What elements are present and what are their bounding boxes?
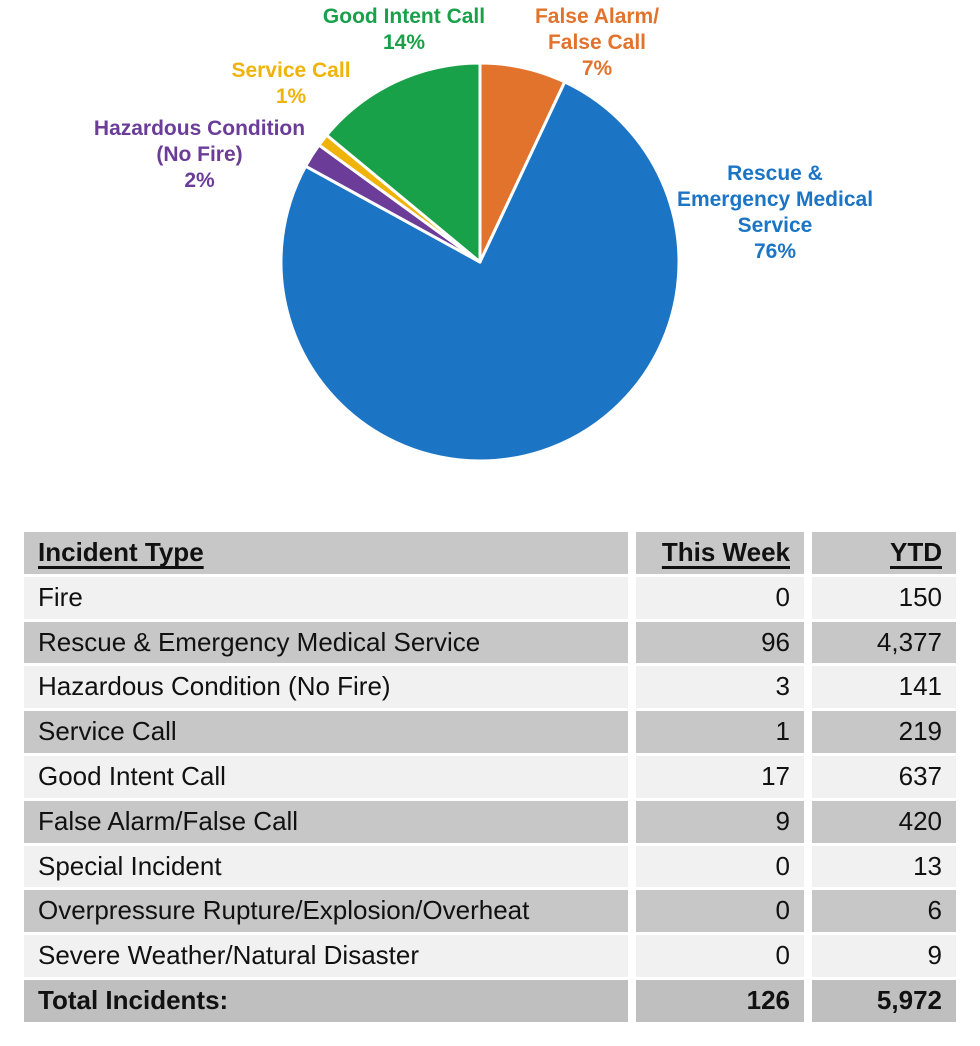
pie-label-text: Hazardous Condition (No Fire) xyxy=(93,117,306,166)
cell-incident-type: Rescue & Emergency Medical Service xyxy=(24,622,628,664)
cell-total-ytd: 5,972 xyxy=(812,980,956,1022)
table-row xyxy=(24,846,956,888)
incident-table xyxy=(16,529,964,1025)
cell-ytd: 4,377 xyxy=(812,622,956,664)
table-row xyxy=(24,756,956,798)
pie-chart-region xyxy=(0,0,980,505)
cell-this-week: 9 xyxy=(636,801,804,843)
cell-this-week: 17 xyxy=(636,756,804,798)
cell-total-label: Total Incidents: xyxy=(24,980,628,1022)
cell-incident-type: Severe Weather/Natural Disaster xyxy=(24,935,628,977)
table-row xyxy=(24,801,956,843)
pie-label-text: Good Intent Call xyxy=(322,5,486,28)
cell-incident-type: Hazardous Condition (No Fire) xyxy=(24,666,628,708)
pie-label-hazardous-condition xyxy=(92,116,307,194)
cell-ytd: 13 xyxy=(812,846,956,888)
pie-label-rescue-ems xyxy=(668,161,882,265)
pie-label-service-call xyxy=(191,58,391,110)
cell-ytd: 219 xyxy=(812,711,956,753)
table-row xyxy=(24,622,956,664)
header-ytd: YTD xyxy=(812,532,956,574)
pie-label-pct: 76% xyxy=(753,240,797,263)
pie-label-false-alarm xyxy=(522,4,672,82)
pie-label-pct: 7% xyxy=(581,57,613,80)
cell-this-week: 0 xyxy=(636,935,804,977)
pie-label-text: False Alarm/ False Call xyxy=(534,5,660,54)
pie-chart xyxy=(275,53,685,471)
table-header-row xyxy=(24,532,956,574)
cell-ytd: 150 xyxy=(812,577,956,619)
cell-this-week: 3 xyxy=(636,666,804,708)
cell-this-week: 0 xyxy=(636,846,804,888)
pie-label-good-intent-call xyxy=(294,4,514,56)
pie-label-text: Service Call xyxy=(231,59,351,82)
cell-this-week: 96 xyxy=(636,622,804,664)
cell-ytd: 9 xyxy=(812,935,956,977)
cell-ytd: 637 xyxy=(812,756,956,798)
table-row xyxy=(24,577,956,619)
cell-ytd: 141 xyxy=(812,666,956,708)
pie-label-text: Rescue & Emergency Medical Service xyxy=(676,162,874,237)
table-row xyxy=(24,711,956,753)
pie-label-pct: 14% xyxy=(382,31,426,54)
table-row xyxy=(24,666,956,708)
cell-this-week: 0 xyxy=(636,577,804,619)
cell-incident-type: Special Incident xyxy=(24,846,628,888)
cell-incident-type: Fire xyxy=(24,577,628,619)
cell-ytd: 6 xyxy=(812,890,956,932)
cell-incident-type: False Alarm/False Call xyxy=(24,801,628,843)
cell-incident-type: Service Call xyxy=(24,711,628,753)
pie-label-pct: 1% xyxy=(275,85,307,108)
table-total-row xyxy=(24,980,956,1022)
table-row xyxy=(24,935,956,977)
table-row xyxy=(24,890,956,932)
cell-this-week: 1 xyxy=(636,711,804,753)
header-this-week: This Week xyxy=(636,532,804,574)
cell-incident-type: Overpressure Rupture/Explosion/Overheat xyxy=(24,890,628,932)
cell-this-week: 0 xyxy=(636,890,804,932)
header-incident-type: Incident Type xyxy=(24,532,628,574)
pie-label-pct: 2% xyxy=(184,169,215,192)
cell-total-this-week: 126 xyxy=(636,980,804,1022)
cell-incident-type: Good Intent Call xyxy=(24,756,628,798)
cell-ytd: 420 xyxy=(812,801,956,843)
